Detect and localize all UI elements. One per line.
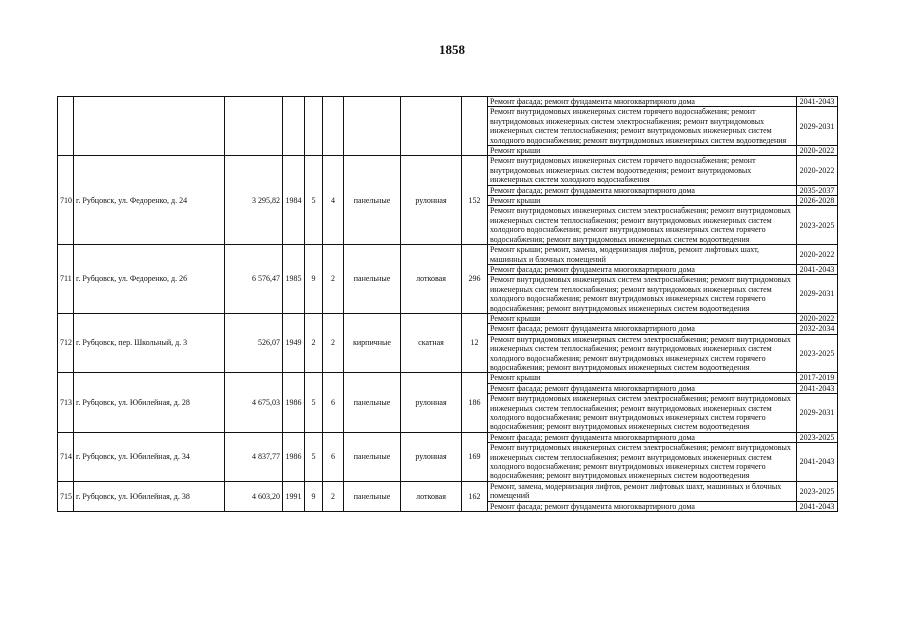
building-roof-type <box>401 97 462 156</box>
building-area: 3 295,82 <box>225 156 283 245</box>
work-period: 2023-2025 <box>797 481 838 501</box>
work-period: 2020-2022 <box>797 245 838 265</box>
building-address: г. Рубцовск, ул. Федоренко, д. 24 <box>74 156 225 245</box>
building-area: 4 603,20 <box>225 481 283 511</box>
building-number: 711 <box>58 245 74 314</box>
building-year: 1949 <box>283 313 305 372</box>
work-description: Ремонт внутридомовых инженерных систем горячего водоснабжения; ремонт внутридомовых инженерных систем электроснабжения; ремонт внутридомовых инженерных систем теплоснабжения; ремонт внутридомовых инженерных систем холодного водоснабжения; ремонт внутридомовых инженерных систем водоотведения <box>488 107 797 146</box>
building-address: г. Рубцовск, пер. Школьный, д. 3 <box>74 313 225 372</box>
building-residents: 162 <box>462 481 488 511</box>
work-description: Ремонт внутридомовых инженерных систем электроснабжения; ремонт внутридомовых инженерных систем теплоснабжения; ремонт внутридомовых инженерных систем холодного водоснабжения; ремонт внутридомовых инженерных систем горячего водоснабжения; ремонт внутридомовых инженерных систем водоотведения <box>488 275 797 314</box>
building-year: 1985 <box>283 245 305 314</box>
building-roof-type: рулонная <box>401 432 462 481</box>
work-period: 2026-2028 <box>797 196 838 206</box>
building-entrances: 2 <box>323 245 344 314</box>
building-wall-material: панельные <box>344 481 401 511</box>
building-wall-material <box>344 97 401 156</box>
work-description: Ремонт крыши <box>488 313 797 323</box>
page-number: 1858 <box>439 42 465 57</box>
work-description: Ремонт внутридомовых инженерных систем электроснабжения; ремонт внутридомовых инженерных систем теплоснабжения; ремонт внутридомовых инженерных систем холодного водоснабжения; ремонт внутридомовых инженерных систем горячего водоснабжения; ремонт внутридомовых инженерных систем водоотведения <box>488 443 797 482</box>
building-floors: 5 <box>305 156 323 245</box>
registry-body <box>58 97 838 512</box>
building-area: 4 837,77 <box>225 432 283 481</box>
work-description: Ремонт внутридомовых инженерных систем электроснабжения; ремонт внутридомовых инженерных систем теплоснабжения; ремонт внутридомовых инженерных систем холодного водоснабжения; ремонт внутридомовых инженерных систем горячего водоснабжения; ремонт внутридомовых инженерных систем водоотведения <box>488 334 797 373</box>
building-floors: 9 <box>305 245 323 314</box>
building-address <box>74 97 225 156</box>
building-wall-material: панельные <box>344 373 401 432</box>
building-roof-type: рулонная <box>401 156 462 245</box>
work-period: 2023-2025 <box>797 432 838 442</box>
building-area: 4 675,03 <box>225 373 283 432</box>
table-row <box>58 156 838 185</box>
work-period: 2041-2043 <box>797 443 838 482</box>
work-description: Ремонт внутридомовых инженерных систем горячего водоснабжения; ремонт внутридомовых инженерных систем водоотведения; ремонт внутридомовых инженерных систем холодного водоснабжения <box>488 156 797 185</box>
building-address: г. Рубцовск, ул. Юбилейная, д. 38 <box>74 481 225 511</box>
work-period: 2041-2043 <box>797 97 838 107</box>
table-row <box>58 97 838 107</box>
work-period: 2020-2022 <box>797 156 838 185</box>
building-residents: 12 <box>462 313 488 372</box>
table-row <box>58 432 838 442</box>
work-period: 2035-2037 <box>797 185 838 195</box>
work-description: Ремонт крыши <box>488 373 797 383</box>
building-entrances: 2 <box>323 481 344 511</box>
building-area: 526,07 <box>225 313 283 372</box>
work-description: Ремонт фасада; ремонт фундамента многоквартирного дома <box>488 324 797 334</box>
building-address: г. Рубцовск, ул. Федоренко, д. 26 <box>74 245 225 314</box>
work-description: Ремонт крыши; ремонт, замена, модернизация лифтов, ремонт лифтовых шахт, машинных и блочных помещений <box>488 245 797 265</box>
building-number <box>58 97 74 156</box>
table-row <box>58 313 838 323</box>
building-entrances: 4 <box>323 156 344 245</box>
building-residents: 186 <box>462 373 488 432</box>
building-roof-type: рулонная <box>401 373 462 432</box>
housing-registry-table <box>57 96 838 512</box>
building-wall-material: панельные <box>344 245 401 314</box>
work-description: Ремонт крыши <box>488 196 797 206</box>
building-number: 710 <box>58 156 74 245</box>
building-residents: 296 <box>462 245 488 314</box>
work-description: Ремонт, замена, модернизация лифтов, ремонт лифтовых шахт, машинных и блочных помещений <box>488 481 797 501</box>
building-roof-type: лотковая <box>401 245 462 314</box>
work-period: 2041-2043 <box>797 383 838 393</box>
building-area: 6 576,47 <box>225 245 283 314</box>
building-entrances: 2 <box>323 313 344 372</box>
building-floors <box>305 97 323 156</box>
building-year: 1986 <box>283 373 305 432</box>
work-description: Ремонт фасада; ремонт фундамента многоквартирного дома <box>488 383 797 393</box>
building-wall-material: панельные <box>344 432 401 481</box>
building-year <box>283 97 305 156</box>
building-entrances: 6 <box>323 432 344 481</box>
work-period: 2023-2025 <box>797 334 838 373</box>
building-floors: 5 <box>305 373 323 432</box>
building-number: 714 <box>58 432 74 481</box>
work-period: 2023-2025 <box>797 206 838 245</box>
building-floors: 5 <box>305 432 323 481</box>
building-residents: 152 <box>462 156 488 245</box>
building-roof-type: лотковая <box>401 481 462 511</box>
work-description: Ремонт крыши <box>488 146 797 156</box>
work-period: 2029-2031 <box>797 275 838 314</box>
building-residents <box>462 97 488 156</box>
building-year: 1984 <box>283 156 305 245</box>
work-description: Ремонт внутридомовых инженерных систем электроснабжения; ремонт внутридомовых инженерных систем теплоснабжения; ремонт внутридомовых инженерных систем холодного водоснабжения; ремонт внутридомовых инженерных систем горячего водоснабжения; ремонт внутридомовых инженерных систем водоотведения <box>488 394 797 433</box>
building-number: 712 <box>58 313 74 372</box>
building-roof-type: скатная <box>401 313 462 372</box>
work-period: 2029-2031 <box>797 107 838 146</box>
building-year: 1991 <box>283 481 305 511</box>
work-description: Ремонт фасада; ремонт фундамента многоквартирного дома <box>488 185 797 195</box>
table-row <box>58 245 838 265</box>
work-period: 2041-2043 <box>797 264 838 274</box>
work-description: Ремонт фасада; ремонт фундамента многоквартирного дома <box>488 501 797 511</box>
building-floors: 9 <box>305 481 323 511</box>
work-period: 2029-2031 <box>797 394 838 433</box>
building-wall-material: кирпичные <box>344 313 401 372</box>
building-floors: 2 <box>305 313 323 372</box>
table-row <box>58 481 838 501</box>
work-period: 2032-2034 <box>797 324 838 334</box>
building-area <box>225 97 283 156</box>
work-description: Ремонт фасада; ремонт фундамента многоквартирного дома <box>488 264 797 274</box>
table-row <box>58 373 838 383</box>
building-address: г. Рубцовск, ул. Юбилейная, д. 28 <box>74 373 225 432</box>
building-wall-material: панельные <box>344 156 401 245</box>
work-period: 2020-2022 <box>797 146 838 156</box>
building-address: г. Рубцовск, ул. Юбилейная, д. 34 <box>74 432 225 481</box>
building-year: 1986 <box>283 432 305 481</box>
work-period: 2020-2022 <box>797 313 838 323</box>
work-description: Ремонт фасада; ремонт фундамента многоквартирного дома <box>488 97 797 107</box>
building-entrances <box>323 97 344 156</box>
work-description: Ремонт фасада; ремонт фундамента многоквартирного дома <box>488 432 797 442</box>
work-description: Ремонт внутридомовых инженерных систем электроснабжения; ремонт внутридомовых инженерных систем теплоснабжения; ремонт внутридомовых инженерных систем холодного водоснабжения; ремонт внутридомовых инженерных систем горячего водоснабжения; ремонт внутридомовых инженерных систем водоотведения <box>488 206 797 245</box>
building-number: 713 <box>58 373 74 432</box>
building-number: 715 <box>58 481 74 511</box>
building-residents: 169 <box>462 432 488 481</box>
work-period: 2017-2019 <box>797 373 838 383</box>
work-period: 2041-2043 <box>797 501 838 511</box>
building-entrances: 6 <box>323 373 344 432</box>
